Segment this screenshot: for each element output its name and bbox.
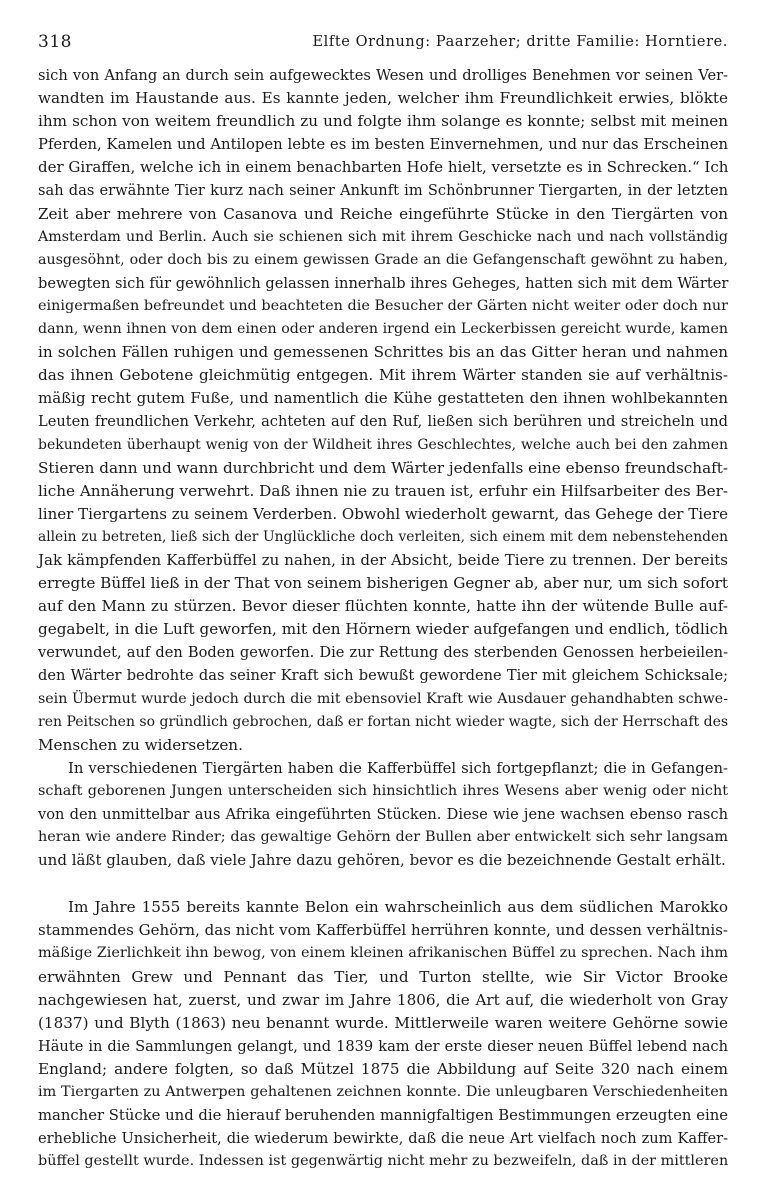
text-line: von den unmittelbar aus Afrika eingeführten Stücken. Diese wie jene wachsen ebenso rasch [38,806,728,823]
text-line: gegabelt, in die Luft geworfen, mit den Hörnern wieder aufgefangen und endlich, tödlich [38,620,728,639]
page-number: 318 [38,32,72,52]
text-line: Amsterdam und Berlin. Auch sie schienen sich mit ihrem Geschicke nach und nach vollständig [38,228,728,245]
text-line: erwähnten Grew und Pennant das Tier, und Turton stellte, wie Sir Victor Brooke [38,967,728,986]
text-line: England; andere folgten, so daß Mützel 1875 die Abbildung auf Seite 320 nach einem [38,1059,728,1078]
text-line: In verschiedenen Tiergärten haben die Kafferbüffel sich fortgepflanzt; die in Gefangen- [68,759,728,777]
text-line: der Giraffen, welche ich in einem benachbarten Hofe hielt, versetzte es in Schrecken.“ Ich [38,158,729,177]
text-line: erhebliche Unsicherheit, die wiederum bewirkte, daß die neue Art vielfach noch zum Kaffer- [38,1130,728,1148]
text-line: liche Annäherung verwehrt. Daß ihnen nie zu trauen ist, erfuhr ein Hilfsarbeiter des Ber- [38,481,728,500]
text-line: und läßt glauben, daß viele Jahre dazu gehören, bevor es die bezeichnende Gestalt erhält. [38,851,726,870]
text-line: büffel gestellt wurde. Indessen ist gegenwärtig nicht mehr zu bezweifeln, daß in der mittleren [38,1153,729,1170]
text-line: bekundeten überhaupt wenig von der Wildheit ihres Geschlechtes, welche auch bei den zahmen [38,436,728,453]
text-line: schaft geborenen Jungen unterscheiden sich hinsichtlich ihres Wesens aber wenig oder nicht [38,782,728,799]
text-line: das ihnen Gebotene gleichmütig entgegen. Mit ihrem Wärter standen sie auf verhältnis- [38,366,728,385]
text-line: Leuten freundlichen Verkehr, achteten auf den Ruf, ließen sich berühren und streicheln und [38,413,728,431]
text-line: Menschen zu widersetzen. [38,735,243,754]
text-line: dann, wenn ihnen von dem einen oder anderen irgend ein Leckerbissen gereicht wurde, kamen [38,321,728,338]
text-line: allein zu betreten, ließ sich der Unglückliche doch verleiten, sich einem mit dem nebenstehenden [38,528,728,545]
text-line: sich von Anfang an durch sein aufgewecktes Wesen und drolliges Benehmen vor seinen Ver- [38,67,728,84]
page-header [38,30,728,54]
text-line: stammendes Gehörn, das nicht vom Kafferbüffel herrühren konnte, und dessen verhältnis- [38,921,728,940]
running-head: Elfte Ordnung: Paarzeher; dritte Familie: Horntiere. [312,34,728,50]
paragraph-p3 [38,896,728,1173]
text-line: bewegten sich für gewöhnlich gelassen innerhalb ihres Geheges, hatten sich mit dem Wärter [38,274,729,292]
text-line: den Wärter bedrohte das seiner Kraft sich bewußt gewordene Tier mit gleichem Schicksale; [38,667,728,685]
text-line: in solchen Fällen ruhigen und gemessenen Schrittes bis an das Gitter heran und nahmen [38,343,728,362]
text-line: mäßig recht gutem Fuße, und namentlich die Kühe gestatteten den ihnen wohlbekannten [38,389,728,408]
text-line: wandten im Haustande aus. Es kannte jeden, welcher ihm Freundlichkeit erwies, blökte [38,89,728,108]
text-line: ren Peitschen so gründlich gebrochen, daß er fortan nicht wieder wagte, sich der Herrschaft des [38,713,729,730]
text-line: sah das erwähnte Tier kurz nach seiner Ankunft im Schönbrunner Tiergarten, in der letzten [38,182,728,200]
body-text [38,64,728,1173]
text-line: liner Tiergartens zu seinem Verderben. Obwohl wiederholt gewarnt, das Gehege der Tiere [38,504,728,523]
text-line: heran wie andere Rinder; das gewaltige Gehörn der Bullen aber entwickelt sich sehr langsam [38,829,728,846]
paragraph-p1 [38,64,728,757]
text-line: verwundet, auf den Boden geworfen. Die zur Rettung des sterbenden Genossen herbeieilen- [38,644,728,662]
text-line: mäßige Zierlichkeit ihn bewog, von einem kleinen afrikanischen Büffel zu sprechen. Nach ihm [38,945,728,962]
text-line: (1837) und Blyth (1863) neu benannt wurde. Mittlerweile waren weitere Gehörne sowie [38,1013,728,1032]
text-line: sein Übermut wurde jedoch durch die mit ebensoviel Kraft wie Ausdauer gehandhabten schwe- [38,690,728,707]
text-line: ausgesöhnt, oder doch bis zu einem gewissen Grade an die Gefangenschaft gewöhnt zu haben, [38,251,728,268]
text-line: Pferden, Kamelen und Antilopen lebte es im besten Einvernehmen, und nur das Erscheinen [38,136,728,154]
text-line: mancher Stücke und die hierauf beruhenden mannigfaltigen Bestimmungen erzeugten eine [38,1107,728,1125]
text-line: Im Jahre 1555 bereits kannte Belon ein wahrscheinlich aus dem südlichen Marokko [68,898,728,917]
text-line: im Tiergarten zu Antwerpen gehaltenen zeichnen konnte. Die unleugbaren Verschiedenheiten [38,1084,728,1101]
text-line: erregte Büffel ließ in der That von seinem bisherigen Gegner ab, aber nur, um sich sofort [38,574,728,593]
text-line: ihm schon von weitem freundlich zu und folgte ihm solange es konnte; selbst mit meinen [38,112,728,131]
text-line: Jak kämpfenden Kafferbüffel zu nahen, in der Absicht, beide Tiere zu trennen. Der bereits [38,550,728,569]
section-gap [38,872,728,896]
text-line: Stieren dann und wann durchbricht und dem Wärter jedenfalls eine ebenso freundschaft- [38,458,728,477]
text-line: einigermaßen befreundet und beachteten die Besucher der Gärten nicht weiter oder doch nur [38,297,728,314]
text-line: auf den Mann zu stürzen. Bevor dieser flüchten konnte, hatte ihn der wütende Bulle auf- [38,597,728,616]
paragraph-p2 [38,757,728,872]
text-line: Zeit aber mehrere von Casanova und Reiche eingeführte Stücke in den Tiergärten von [38,204,728,223]
text-line: nachgewiesen hat, zuerst, und zwar im Jahre 1806, die Art auf, die wiederholt von Gray [38,990,728,1009]
text-line: Häute in die Sammlungen gelangt, und 1839 kam der erste dieser neuen Büffel lebend nach [38,1037,728,1055]
